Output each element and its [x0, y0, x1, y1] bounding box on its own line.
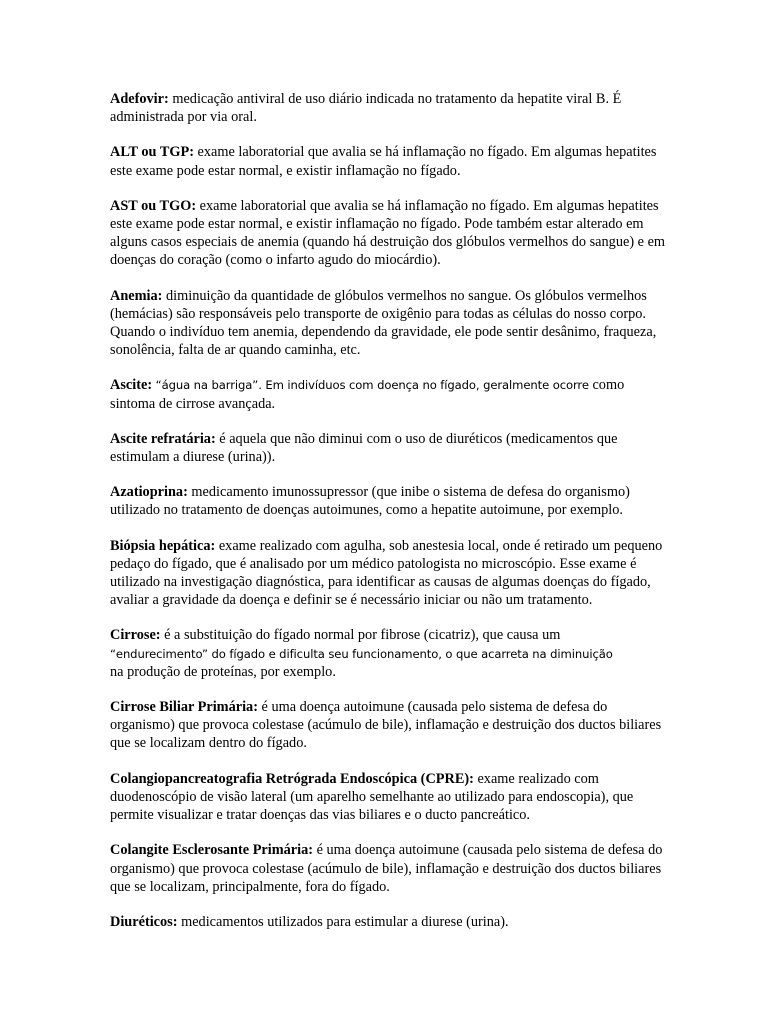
glossary-entry-azatioprina — [110, 483, 670, 519]
glossary-definition-tail: como sintoma de cirrose avançada. — [110, 377, 625, 412]
glossary-term: Colangite Esclerosante Primária: — [110, 842, 314, 859]
glossary-definition-sans: “endurecimento” do fígado e dificulta seu funcionamento, o que acarreta na diminuição — [110, 646, 613, 661]
glossary-entry-biopsia-hepatica — [110, 537, 670, 610]
glossary-definition: é uma doença autoimune (causada pelo sistema de defesa do organismo) que provoca colestase (acúmulo de bile), inflamação e destruição dos ductos biliares que se localizam, principalmente, fora do fígado. — [110, 842, 663, 895]
glossary-entry-cirrose-biliar-primaria — [110, 698, 670, 753]
glossary-entry-cirrose — [110, 626, 670, 681]
glossary-definition: medicação antiviral de uso diário indicada no tratamento da hepatite viral B. É administrada por via oral. — [110, 91, 622, 126]
glossary-definition-head: é a substituição do fígado normal por fibrose (cicatriz), que causa um — [160, 627, 561, 644]
glossary-entry-ascite-refrataria — [110, 430, 670, 466]
glossary-definition: é uma doença autoimune (causada pelo sistema de defesa do organismo) que provoca colestase (acúmulo de bile), inflamação e destruição dos ductos biliares que se localizam dentro do fígado. — [110, 699, 662, 752]
glossary-term: Cirrose Biliar Primária: — [110, 699, 258, 716]
glossary-entry-colangite-esclerosante-primaria — [110, 841, 670, 896]
glossary-definition: exame laboratorial que avalia se há inflamação no fígado. Em algumas hepatites este exame pode estar normal, e existir inflamação no fígado. Pode também estar alterado em alguns casos especiais de anemia (quando há destruição dos glóbulos vermelhos do sangue) e em doenças do coração (como o infarto agudo do miocárdio). — [110, 197, 666, 269]
glossary-entry-diureticos — [110, 913, 670, 931]
glossary-definition: medicamento imunossupressor (que inibe o sistema de defesa do organismo) utilizado no tratamento de doenças autoimunes, como a hepatite autoimune, por exemplo. — [110, 484, 630, 519]
glossary-document — [110, 90, 670, 948]
glossary-term: Colangiopancreatografia Retrógrada Endoscópica (CPRE): — [110, 770, 474, 787]
glossary-term: ALT ou TGP: — [110, 144, 194, 161]
glossary-definition: medicamentos utilizados para estimular a diurese (urina). — [177, 913, 509, 930]
glossary-term: Anemia: — [110, 287, 163, 304]
glossary-definition: exame realizado com duodenoscópio de visão lateral (um aparelho semelhante ao utilizado para endoscopia), que permite visualizar e tratar doenças das vias biliares e o ducto pancreático. — [110, 770, 634, 824]
glossary-definition-sans: “água na barriga”. Em indivíduos com doença no fígado, geralmente ocorre — [152, 378, 589, 393]
glossary-entry-ast-tgo — [110, 197, 670, 270]
glossary-entry-ascite — [110, 376, 670, 412]
glossary-entry-adefovir — [110, 90, 670, 126]
glossary-definition: é aquela que não diminui com o uso de diuréticos (medicamentos que estimulam a diurese (urina)). — [110, 430, 618, 466]
glossary-definition: diminuição da quantidade de glóbulos vermelhos no sangue. Os glóbulos vermelhos (hemácias) são responsáveis pelo transporte de oxigênio para todas as células do nosso corpo. Quando o indivíduo tem anemia, dependendo da gravidade, ele pode sentir desânimo, fraqueza, sonolência, falta de ar quando caminha, etc. — [110, 287, 657, 359]
glossary-definition-tail: na produção de proteínas, por exemplo. — [110, 663, 336, 680]
glossary-definition: exame realizado com agulha, sob anestesia local, onde é retirado um pequeno pedaço do fígado, que é analisado por um médico patologista no microscópio. Esse exame é utilizado na investigação diagnóstica, para identificar as causas de algumas doenças do fígado, avaliar a gravidade da doença e definir se é necessário iniciar ou não um tratamento. — [110, 537, 663, 609]
glossary-definition: exame laboratorial que avalia se há inflamação no fígado. Em algumas hepatites este exame pode estar normal, e existir inflamação no fígado. — [110, 144, 657, 179]
glossary-entry-cpre — [110, 770, 670, 825]
glossary-term: Diuréticos: — [110, 913, 178, 930]
glossary-term: Biópsia hepática: — [110, 537, 216, 554]
glossary-term: Ascite: — [110, 377, 153, 394]
glossary-term: Azatioprina: — [110, 484, 188, 501]
glossary-term: Adefovir: — [110, 91, 169, 107]
glossary-entry-alt-tgp — [110, 143, 670, 179]
glossary-term: Cirrose: — [110, 627, 161, 644]
glossary-term: AST ou TGO: — [110, 197, 197, 214]
glossary-term: Ascite refratária: — [110, 430, 216, 447]
glossary-entry-anemia — [110, 287, 670, 360]
